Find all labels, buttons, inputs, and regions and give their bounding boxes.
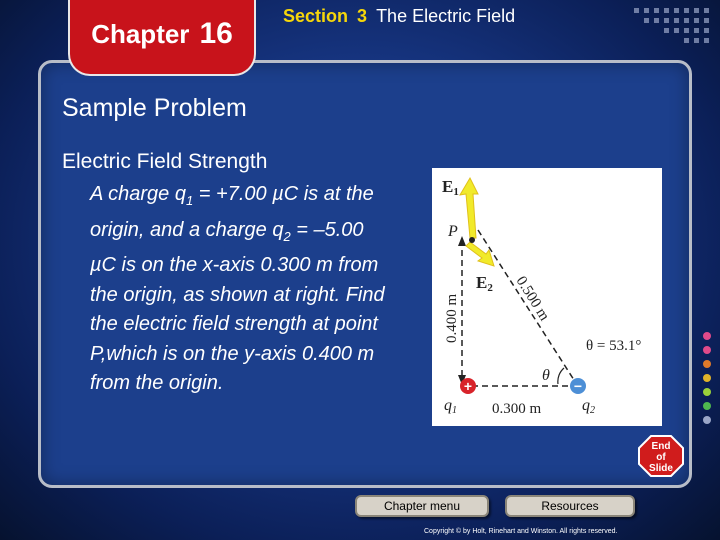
q1-plus-sign: + <box>463 378 473 394</box>
problem-text-a: A charge q <box>90 183 186 205</box>
e2-label: E2 <box>476 273 493 294</box>
end-slide-line1: End <box>651 441 671 452</box>
diagonal-length-label: 0.500 m <box>512 273 553 324</box>
e1-label: E1 <box>442 177 459 198</box>
problem-text <box>90 180 390 399</box>
vertical-length-label: 0.400 m <box>444 293 460 343</box>
q1-subscript: 1 <box>186 193 194 208</box>
vertical-top-arrowhead <box>458 236 466 246</box>
section-header <box>283 6 515 27</box>
e1-arrow <box>460 178 478 238</box>
q2-minus-sign: − <box>573 378 583 394</box>
p-label: P <box>448 223 458 240</box>
end-of-slide-button[interactable] <box>637 434 685 478</box>
chapter-number: 16 <box>199 17 233 50</box>
diagonal-dimension-line <box>478 230 574 380</box>
copyright-text: Copyright © by Holt, Rinehart and Winston. All rights reserved. <box>424 528 618 535</box>
problem-text-c: = –5.00 µC is on the x-axis 0.300 m from the origin, as shown at right. Find the electric field strength at point P,which is on the y-axis 0.400 m from the origin. <box>90 218 385 394</box>
section-number: 3 <box>357 6 368 26</box>
section-label: Section <box>283 6 349 26</box>
panel-title: Sample Problem <box>62 94 247 122</box>
angle-label: θ = 53.1° <box>586 338 642 354</box>
angle-arc <box>558 368 564 384</box>
chapter-menu-button[interactable]: Chapter menu <box>355 495 489 517</box>
decorative-dot-grid <box>594 6 714 46</box>
angle-symbol: θ <box>542 367 550 384</box>
e2-arrow <box>466 242 494 266</box>
decorative-color-dots <box>700 330 714 440</box>
resources-button[interactable]: Resources <box>505 495 635 517</box>
point-p <box>469 237 475 243</box>
q2-subscript: 2 <box>283 228 291 244</box>
problem-text-b: = +7.00 µC is at the origin, and a charge q <box>90 183 374 241</box>
q1-label: q1 <box>444 397 457 416</box>
section-title: The Electric Field <box>376 6 516 26</box>
end-slide-line2: of <box>656 452 666 463</box>
problem-heading: Electric Field Strength <box>62 150 268 173</box>
end-slide-line3: Slide <box>649 463 673 474</box>
chapter-tab <box>68 0 256 76</box>
field-diagram <box>432 168 662 426</box>
q2-label: q2 <box>582 397 595 416</box>
chapter-label: Chapter <box>91 18 190 49</box>
horizontal-length-label: 0.300 m <box>492 401 542 417</box>
